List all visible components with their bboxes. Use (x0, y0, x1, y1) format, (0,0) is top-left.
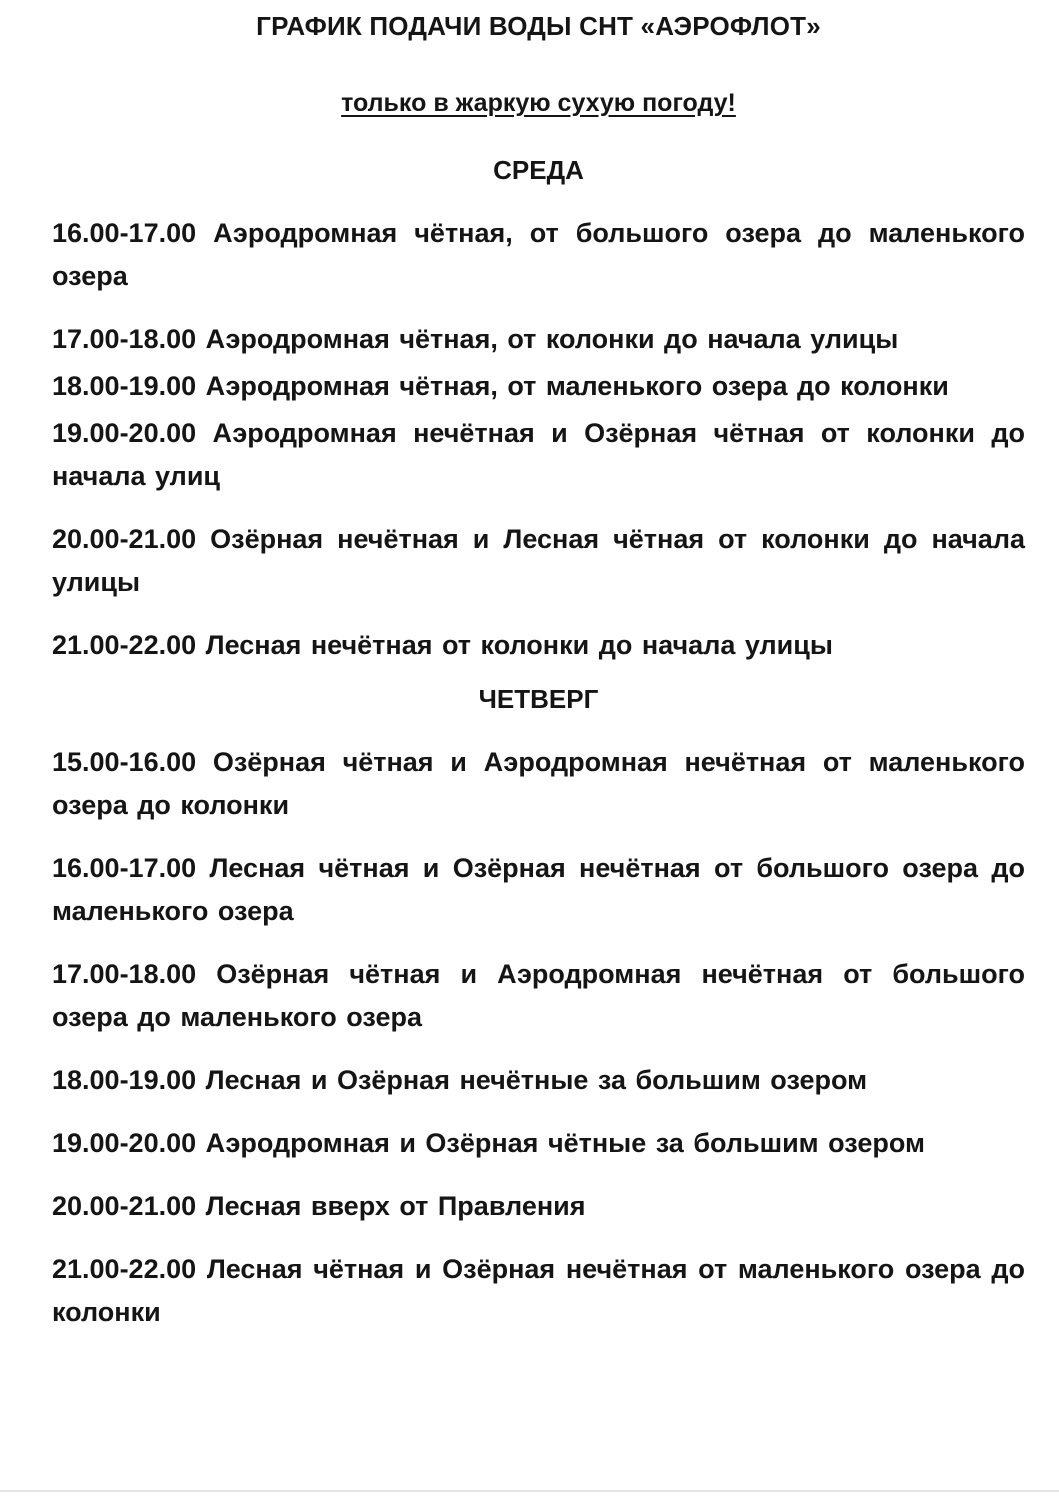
schedule-entry (52, 412, 1025, 498)
schedule-entry (52, 365, 1025, 408)
entry-text: Лесная чётная и Озёрная нечётная от маленького озера до колонки (52, 1254, 1025, 1327)
entry-text: Аэродромная чётная, от колонки до начала улицы (205, 324, 899, 354)
entry-text: Озёрная чётная и Аэродромная нечётная от маленького озера до колонки (52, 747, 1025, 820)
entry-text: Лесная и Озёрная нечётные за большим озером (205, 1065, 868, 1095)
entry-time: 15.00-16.00 (52, 747, 197, 777)
schedule-entry (52, 1122, 1025, 1165)
entry-time: 18.00-19.00 (52, 371, 197, 401)
schedule-entry (52, 953, 1025, 1039)
document-subtitle: только в жаркую сухую погоду! (341, 89, 736, 117)
schedule-entry (52, 1059, 1025, 1102)
schedule-entry (52, 741, 1025, 827)
entry-text: Лесная нечётная от колонки до начала улицы (205, 630, 833, 660)
entry-time: 21.00-22.00 (52, 1254, 197, 1284)
schedule-entry (52, 212, 1025, 298)
schedule-entry (52, 518, 1025, 604)
entry-text: Озёрная чётная и Аэродромная нечётная от большого озера до маленького озера (52, 959, 1025, 1032)
schedule-entry (52, 624, 1025, 667)
page-bottom-divider (0, 1490, 1059, 1492)
entry-text: Озёрная нечётная и Лесная чётная от колонки до начала улицы (52, 524, 1025, 597)
entry-text: Аэродромная чётная, от большого озера до маленького озера (52, 218, 1025, 291)
document-title: ГРАФИК ПОДАЧИ ВОДЫ СНТ «АЭРОФЛОТ» (256, 11, 821, 41)
entry-time: 21.00-22.00 (52, 630, 197, 660)
entry-time: 20.00-21.00 (52, 524, 197, 554)
day-heading-thursday: ЧЕТВЕРГ (478, 684, 599, 714)
entry-text: Аэродромная и Озёрная чётные за большим озером (205, 1128, 925, 1158)
schedule-entry (52, 847, 1025, 933)
schedule-entry (52, 1248, 1025, 1334)
schedule-entry (52, 318, 1025, 361)
entry-time: 19.00-20.00 (52, 418, 197, 448)
entry-time: 20.00-21.00 (52, 1191, 197, 1221)
entry-time: 17.00-18.00 (52, 324, 197, 354)
entry-time: 19.00-20.00 (52, 1128, 197, 1158)
entry-text: Лесная чётная и Озёрная нечётная от большого озера до маленького озера (52, 853, 1025, 926)
entry-time: 16.00-17.00 (52, 853, 197, 883)
schedule-entry (52, 1185, 1025, 1228)
entry-text: Аэродромная нечётная и Озёрная чётная от колонки до начала улиц (52, 418, 1025, 491)
entry-time: 18.00-19.00 (52, 1065, 197, 1095)
day-heading-wednesday: СРЕДА (493, 155, 584, 185)
entry-time: 17.00-18.00 (52, 959, 197, 989)
entry-time: 16.00-17.00 (52, 218, 197, 248)
entry-text: Лесная вверх от Правления (205, 1191, 586, 1221)
entry-text: Аэродромная чётная, от маленького озера до колонки (205, 371, 949, 401)
